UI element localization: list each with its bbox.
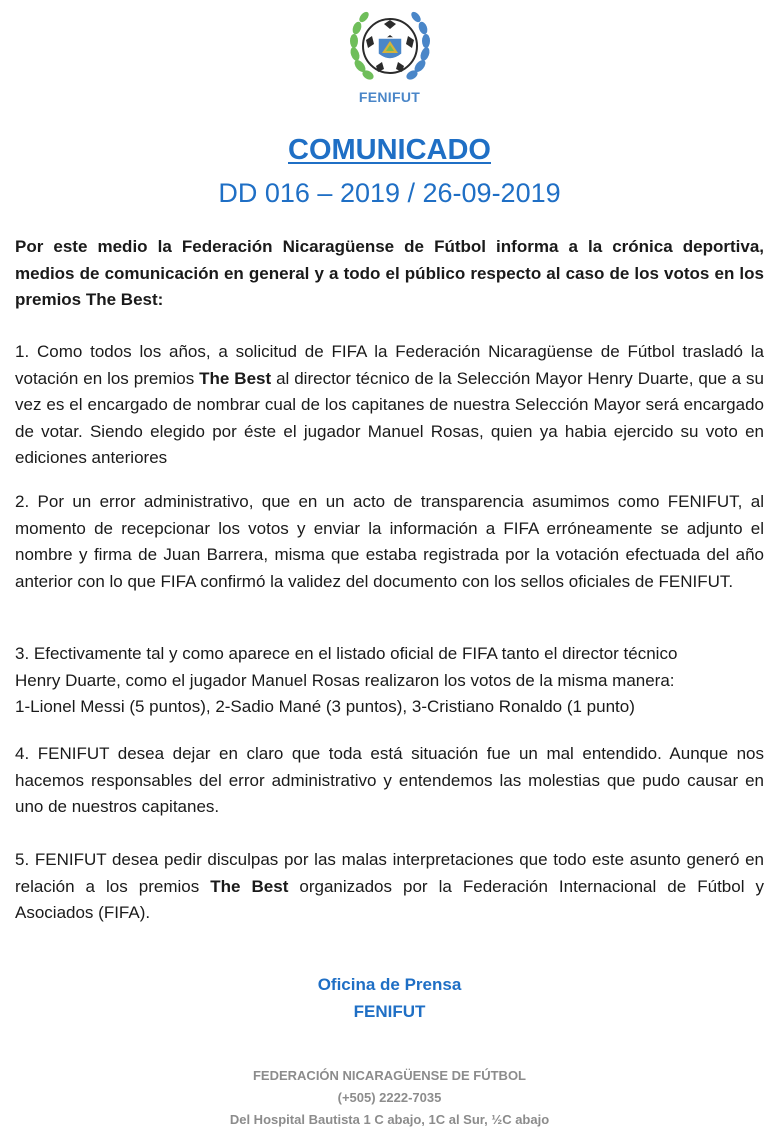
paragraph-4: 4. FENIFUT desea dejar en claro que toda está situación fue un mal entendido. Aunque nos hacemos responsables del error administrativo y entendemos las molestias que pudo causar en uno de nuestros capitanes. [15,744,764,816]
fenifut-logo [0,4,779,105]
paragraph-1 [15,339,764,472]
signature-office: Oficina de Prensa [317,975,462,994]
paragraph-1-text-a: 1. Como todos los años, a solicitud de FIFA la Federación Nicaragüense de Fútbol trasladó la votación en los premios [15,342,764,388]
intro-paragraph: Por este medio la Federación Nicaragüense de Fútbol informa a la crónica deportiva, medios de comunicación en general y a todo el público respecto al caso de los votos en los premios The Best: [15,237,764,309]
paragraph-5 [15,847,764,927]
paragraph-5-text-a: 5. FENIFUT desea pedir disculpas por las malas interpretaciones que todo este asunto generó en relación a los premios [15,850,764,896]
footer-org-name: FEDERACIÓN NICARAGÜENSE DE FÚTBOL [252,1068,526,1083]
fenifut-crest-icon [342,4,438,90]
document-title: COMUNICADO [288,134,491,166]
paragraph-1-bold: The Best [199,368,272,388]
paragraph-3-line-3: 1-Lionel Messi (5 puntos), 2-Sadio Mané (3 puntos), 3-Cristiano Ronaldo (1 punto) [15,697,635,716]
paragraph-5-text-b: organizados por la Federación Internacional de Fútbol y Asociados (FIFA). [15,876,764,922]
footer-address: Del Hospital Bautista 1 C abajo, 1C al Sur, ½C abajo [229,1112,550,1127]
document-reference: DD 016 – 2019 / 26-09-2019 [218,178,561,208]
footer-phone: (+505) 2222-7035 [337,1090,442,1105]
paragraph-3-line-2: Henry Duarte, como el jugador Manuel Rosas realizaron los votos de la misma manera: [15,670,675,690]
paragraph-3 [15,641,764,721]
logo-wordmark: FENIFUT [358,89,421,105]
paragraph-3-line-1: 3. Efectivamente tal y como aparece en el listado oficial de FIFA tanto el director técnico [15,644,678,663]
paragraph-2: 2. Por un error administrativo, que en un acto de transparencia asumimos como FENIFUT, al momento de recepcionar los votos y enviar la información a FIFA erróneamente se adjunto el nombre y firma de Juan Barrera, misma que estaba registrada por la votación efectuada del año anterior con lo que FIFA confirmó la validez del documento con los sellos oficiales de FENIFUT. [15,492,764,591]
paragraph-1-text-b: al director técnico de la Selección Mayor Henry Duarte, que a su vez es el encargado de nombrar cual de los capitanes de nuestra Selección Mayor será encargado de votar. Siendo elegido por éste el jugador Manuel Rosas, quien ya habia ejercido su voto en ediciones anteriores [15,368,764,467]
paragraph-5-bold: The Best [210,876,289,896]
signature-org: FENIFUT [353,1002,426,1021]
